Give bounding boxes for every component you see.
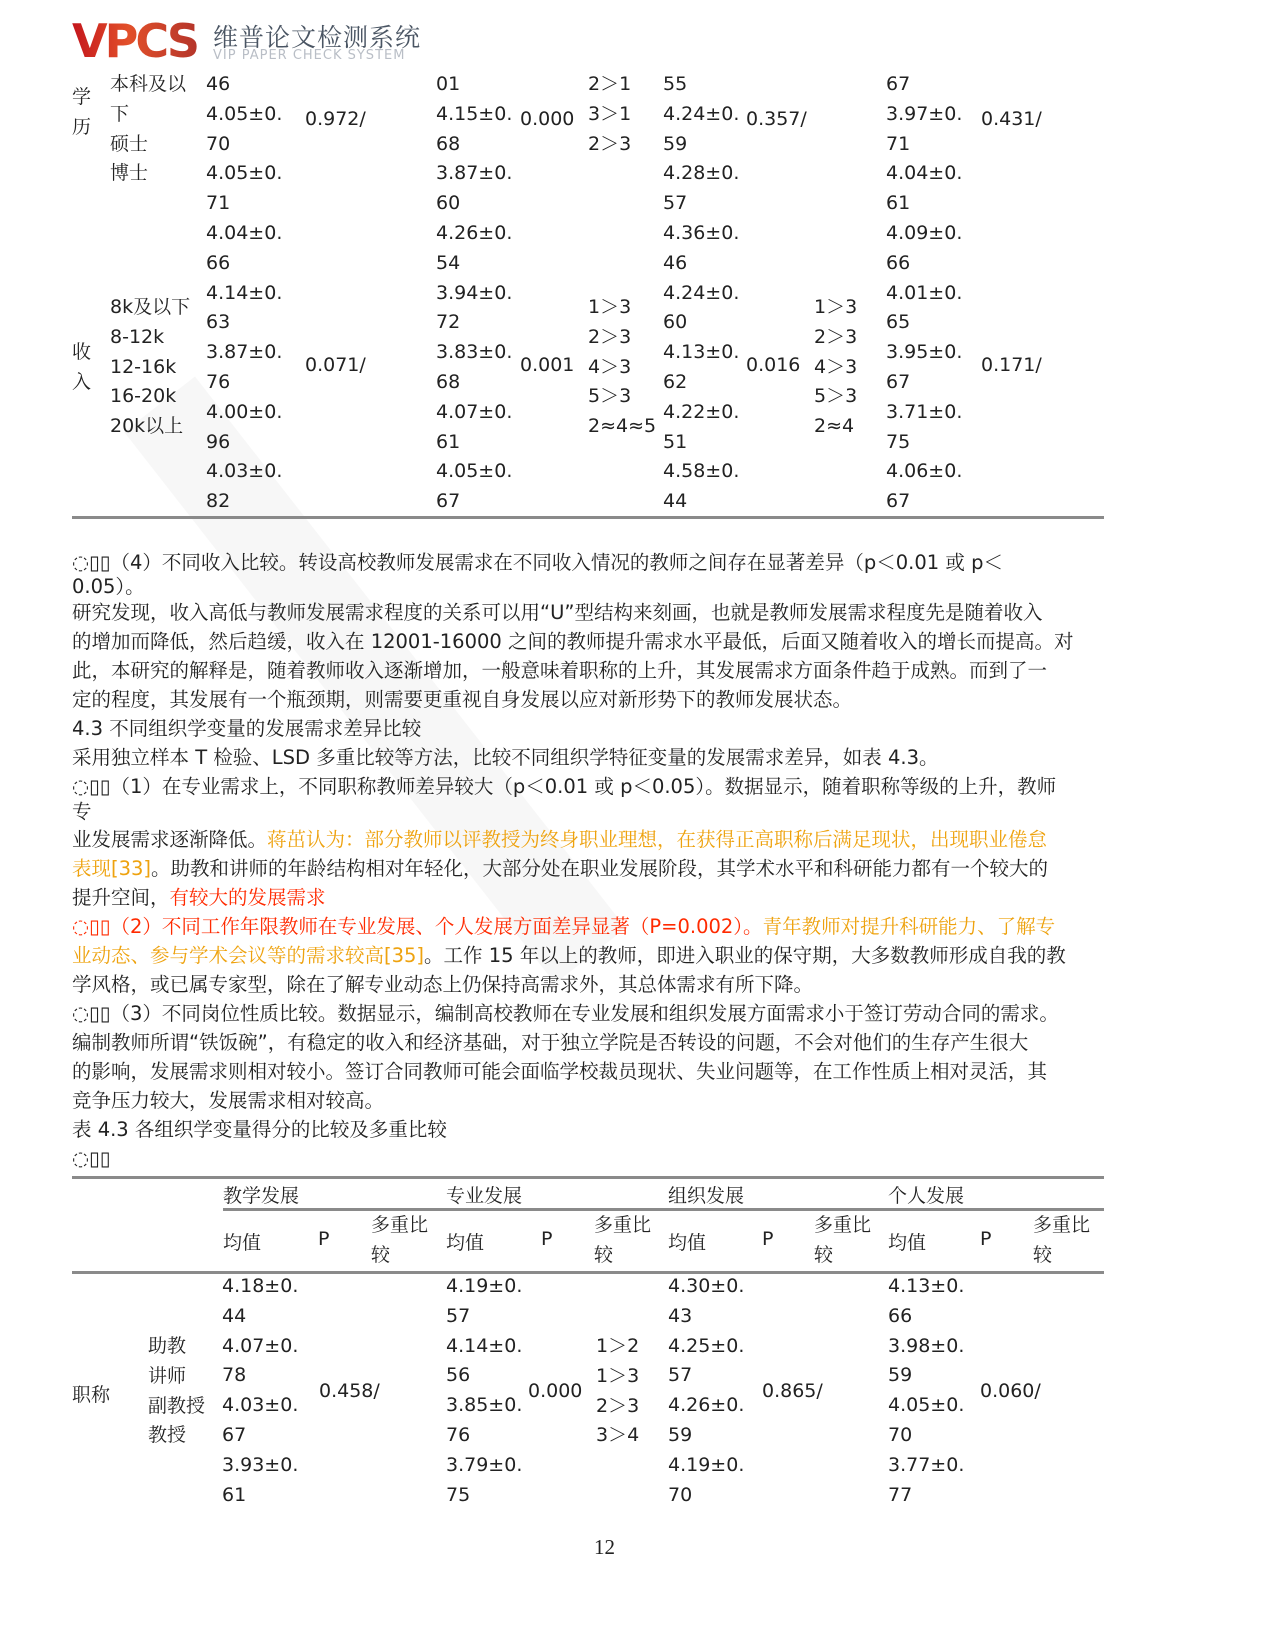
logo-name-en: VIP PAPER CHECK SYSTEM — [213, 48, 406, 63]
group-header: 组织发展 — [668, 1185, 745, 1207]
table-top-rule — [72, 1176, 1104, 1179]
multi-compare: 1＞2 1＞3 2＞3 3＞4 — [596, 1335, 640, 1447]
paragraph-line: 的影响，发展需求则相对较小。签订合同教师可能会面临学校裁员现状、失业问题等，在工作性质上相对灵活，其 — [72, 1060, 1048, 1083]
citation-text: 表现[33] — [72, 857, 152, 880]
table-caption: 表 4.3 各组织学变量得分的比较及多重比较 — [72, 1118, 447, 1141]
citation-text: 蒋茁认为：部分教师以评教授为终身职业理想，在获得正高职称后满足现状，出现职业倦怠 — [267, 828, 1048, 851]
group-header: 个人发展 — [888, 1185, 965, 1207]
paragraph-line: 此，本研究的解释是，随着教师收入逐渐增加，一般意味着职称的上升，其发展需求方面条件趋于成熟。而到了一 — [72, 659, 1048, 682]
p-value: 0.001 — [520, 354, 575, 376]
p-value: 0.865/ — [762, 1380, 823, 1402]
sub-header-mean: 均值 — [888, 1232, 927, 1254]
mean-organization-column: 55 4.24±0. 59 4.28±0. 57 4.36±0. 46 4.24±0. 60 4.13±0. 62 4.22±0. 51 4.58±0. 44 — [663, 73, 740, 513]
group-header: 专业发展 — [446, 1185, 523, 1207]
mean-professional-column: 4.19±0. 57 4.14±0. 56 3.85±0. 76 3.79±0. 75 — [446, 1275, 523, 1506]
sub-header-mean: 均值 — [446, 1232, 485, 1254]
paragraph-line: ◌▯▯（3）不同岗位性质比较。数据显示，编制高校教师在专业发展和组织发展方面需求小于签订劳动合同的需求。 — [72, 1002, 1059, 1025]
p-value: 0.060/ — [980, 1380, 1041, 1402]
paragraph-line: ◌▯▯（1）在专业需求上，不同职称教师差异较大（p＜0.01 或 p＜0.05）。数据显示，随着职称等级的上升，教师 — [72, 775, 1057, 798]
row-label-title: 职称 — [72, 1384, 111, 1406]
sub-header-p: P — [541, 1228, 553, 1250]
citation-text: 业动态、参与学术会议等的需求较高[35] — [72, 944, 425, 967]
row-label-education: 学 历 — [72, 86, 92, 138]
mean-teaching-column: 4.18±0. 44 4.07±0. 78 4.03±0. 67 3.93±0. 61 — [222, 1275, 299, 1506]
sub-header-multi: 多重比 较 — [371, 1214, 429, 1266]
mean-personal-column: 4.13±0. 66 3.98±0. 59 4.05±0. 70 3.77±0. 77 — [888, 1275, 965, 1506]
sub-header-multi: 多重比 较 — [594, 1214, 652, 1266]
p-value: 0.016 — [746, 354, 801, 376]
sub-header-p: P — [980, 1228, 992, 1250]
paragraph-line: 学风格，或已属专家型，除在了解专业动态上仍保持高需求外，其总体需求有所下降。 — [72, 973, 814, 996]
multi-compare: 1＞3 2＞3 4＞3 5＞3 2≈4≈5 — [588, 296, 657, 438]
mean-organization-column: 4.30±0. 43 4.25±0. 57 4.26±0. 59 4.19±0. 70 — [668, 1275, 745, 1506]
header-rule — [223, 1208, 1104, 1211]
paragraph-line: ◌▯▯ — [72, 1147, 111, 1170]
paragraph-line: 专 — [72, 800, 92, 823]
title-categories: 助教 讲师 副教授 教授 — [148, 1335, 206, 1447]
page-number: 12 — [594, 1535, 615, 1559]
text-run: 。助教和讲师的年龄结构相对年轻化，大部分处在职业发展阶段，其学术水平和科研能力都有一个较大的 — [151, 857, 1049, 880]
sub-header-mean: 均值 — [668, 1232, 707, 1254]
sub-header-p: P — [762, 1228, 774, 1250]
paragraph-line: 竞争压力较大，发展需求相对较高。 — [72, 1089, 385, 1112]
paragraph-line: 编制教师所谓“铁饭碗”，有稳定的收入和经济基础，对于独立学院是否转设的问题，不会对他们的生存产生很大 — [72, 1031, 1029, 1054]
p-value: 0.458/ — [319, 1380, 380, 1402]
section-heading: 4.3 不同组织学变量的发展需求差异比较 — [72, 717, 422, 740]
highlighted-text: ◌▯▯（2）不同工作年限教师在专业发展、个人发展方面差异显著（P=0.002）。 — [72, 915, 763, 938]
p-value: 0.000 — [528, 1380, 583, 1402]
sub-header-p: P — [318, 1228, 330, 1250]
logo-mark: VPCS — [72, 14, 198, 68]
paragraph-line: 定的程度，其发展有一个瓶颈期，则需要更重视自身发展以应对新形势下的教师发展状态。 — [72, 688, 853, 711]
p-value: 0.431/ — [981, 108, 1042, 130]
p-value: 0.357/ — [746, 108, 807, 130]
row-label-income: 收 入 — [72, 341, 92, 393]
paragraph-line — [72, 915, 1055, 939]
p-value: 0.171/ — [981, 354, 1042, 376]
group-header: 教学发展 — [223, 1185, 300, 1207]
text-run: 。工作 15 年以上的教师，即进入职业的保守期，大多数教师形成自我的教 — [424, 944, 1066, 967]
sub-header-mean: 均值 — [223, 1232, 262, 1254]
p-value: 0.000 — [520, 108, 575, 130]
mean-professional-column: 01 4.15±0. 68 3.87±0. 60 4.26±0. 54 3.94±0. 72 3.83±0. 68 4.07±0. 61 4.05±0. 67 — [436, 73, 513, 513]
paragraph-line: ◌▯▯（4）不同收入比较。转设高校教师发展需求在不同收入情况的教师之间存在显著差异（p＜0.01 或 p＜ — [72, 551, 1003, 574]
p-value: 0.071/ — [305, 354, 366, 376]
sub-header-multi: 多重比 较 — [1033, 1214, 1091, 1266]
paragraph-line — [72, 944, 1066, 968]
paragraph-line: 0.05）。 — [72, 575, 145, 598]
paragraph-line: 采用独立样本 T 检验、LSD 多重比较等方法，比较不同组织学特征变量的发展需求差异，如表 4.3。 — [72, 746, 939, 769]
paragraph-line — [72, 857, 1048, 881]
text-run: 业发展需求逐渐降低。 — [72, 828, 268, 851]
vpcs-logo — [72, 14, 422, 68]
multi-compare: 1＞3 2＞3 4＞3 5＞3 2≈4 — [814, 296, 858, 438]
education-categories: 本科及以 下 硕士 博士 — [110, 73, 187, 185]
paragraph-line: 的增加而降低，然后趋缓，收入在 12001-16000 之间的教师提升需求水平最低，后面又随着收入的增长而提高。对 — [72, 630, 1074, 653]
table-bottom-rule — [72, 516, 1104, 519]
sub-header-multi: 多重比 较 — [814, 1214, 872, 1266]
paragraph-line: 研究发现，收入高低与教师发展需求程度的关系可以用“U”型结构来刻画，也就是教师发展需求程度先是随着收入 — [72, 601, 1043, 624]
paragraph-line — [72, 828, 1047, 852]
multi-compare: 2＞1 3＞1 2＞3 — [588, 73, 632, 155]
paragraph-line — [72, 886, 326, 910]
highlighted-text: 有较大的发展需求 — [169, 886, 326, 909]
text-run: 提升空间， — [72, 886, 170, 909]
income-categories: 8k及以下 8-12k 12-16k 16-20k 20k以上 — [110, 296, 191, 438]
p-value: 0.972/ — [305, 108, 366, 130]
citation-text: 青年教师对提升科研能力、了解专 — [762, 915, 1056, 938]
logo-name-cn: 维普论文检测系统 — [213, 23, 422, 52]
mean-teaching-column: 46 4.05±0. 70 4.05±0. 71 4.04±0. 66 4.14±0. 63 3.87±0. 76 4.00±0. 96 4.03±0. 82 — [206, 73, 283, 513]
mean-personal-column: 67 3.97±0. 71 4.04±0. 61 4.09±0. 66 4.01±0. 65 3.95±0. 67 3.71±0. 75 4.06±0. 67 — [886, 73, 963, 513]
